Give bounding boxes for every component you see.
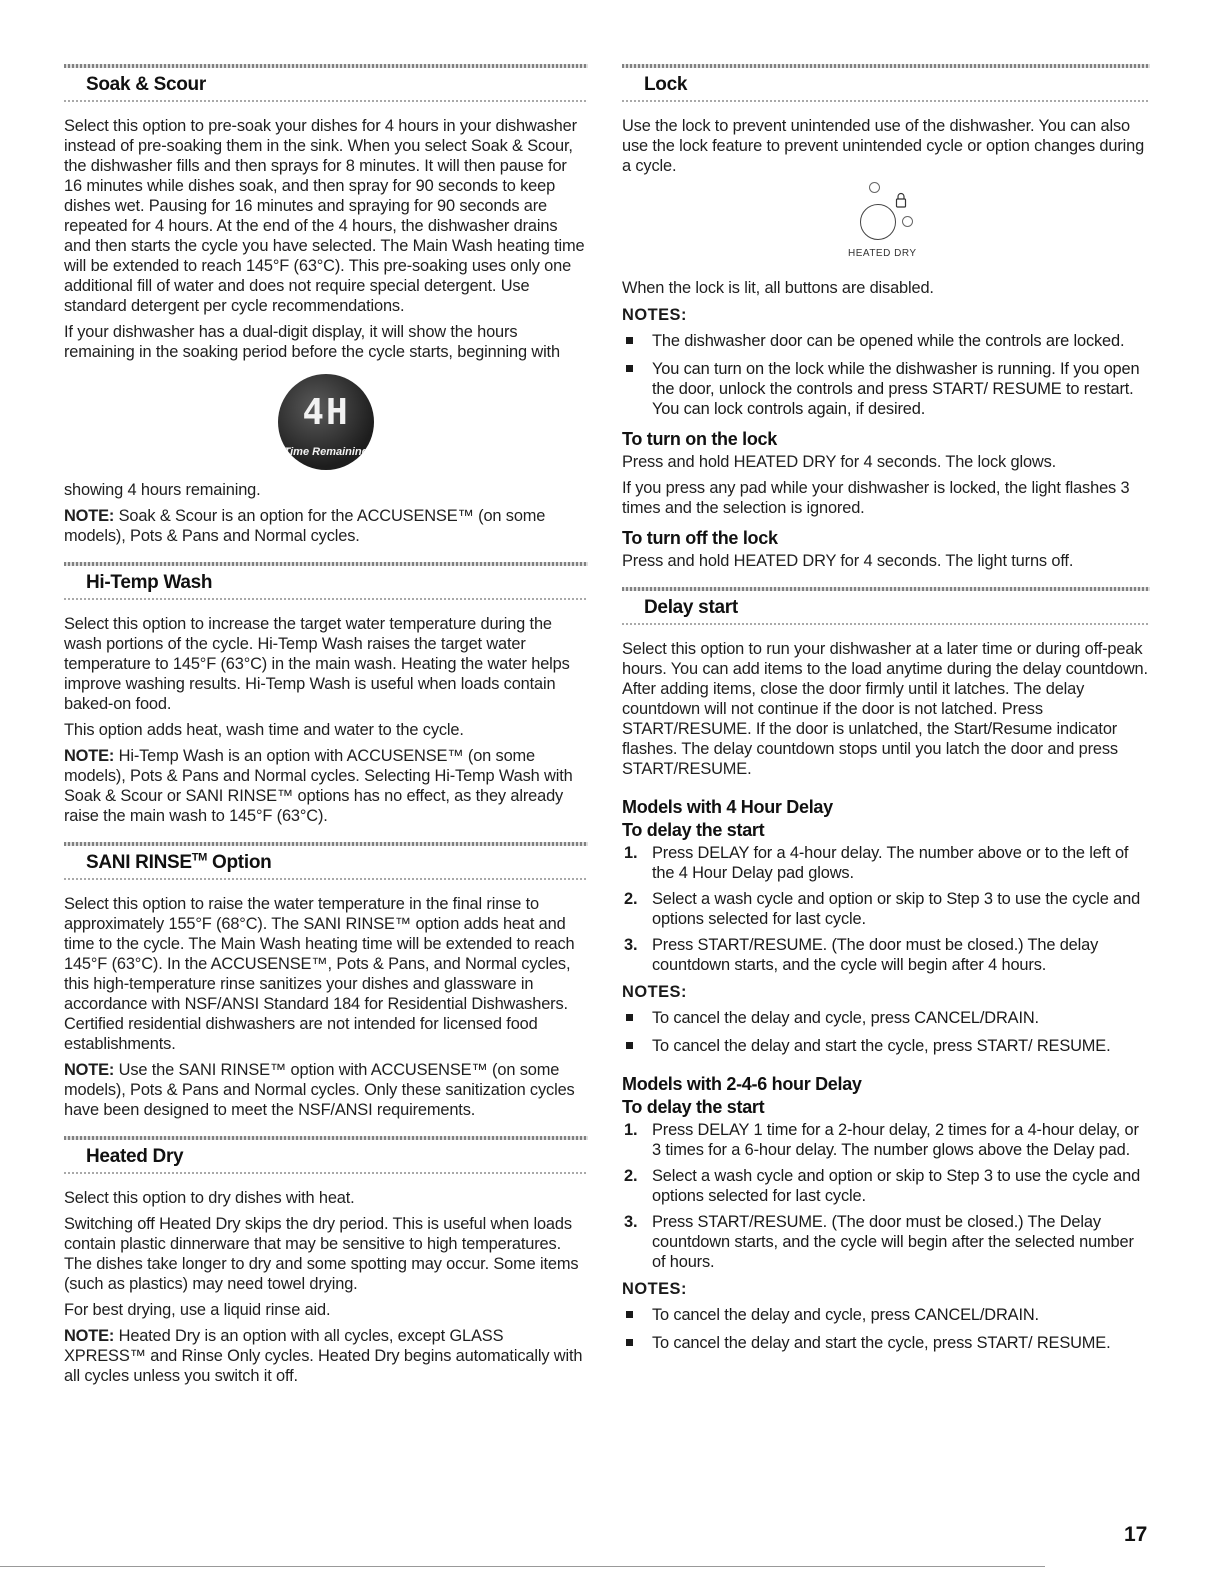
- list-item: To cancel the delay and start the cycle, press START/ RESUME.: [622, 1036, 1150, 1056]
- bullet-icon: [626, 1014, 633, 1021]
- paragraph: Select this option to dry dishes with heat.: [64, 1189, 355, 1207]
- footer-rule: [0, 1566, 1045, 1567]
- heated-dry-heading: [64, 1136, 588, 1174]
- list-item: To cancel the delay and cycle, press CANCEL/DRAIN.: [622, 1008, 1150, 1028]
- list-item: 3. Press START/RESUME. (The door must be closed.) The delay countdown starts, and the cycle will begin after 4 hours.: [624, 936, 1099, 974]
- notes-heading: NOTES:: [622, 1280, 687, 1298]
- note: NOTE: Soak & Scour is an option for the ACCUSENSE™ (on some models), Pots & Pans and Normal cycles.: [64, 507, 546, 545]
- section-title: Hi-Temp Wash: [86, 572, 213, 593]
- subheading: To delay the start: [622, 1097, 765, 1117]
- subheading: To turn off the lock: [622, 528, 778, 548]
- delay-start-heading: [622, 587, 1150, 625]
- notes-heading: NOTES:: [622, 983, 687, 1001]
- note: NOTE: Use the SANI RINSE™ option with ACCUSENSE™ (on some models), Pots & Pans and Normal cycles. Only these sanitization cycles have been designed to meet the NSF/ANSI requirements.: [64, 1061, 575, 1119]
- list-item: The dishwasher door can be opened while the controls are locked.: [622, 331, 1150, 351]
- bullet-icon: [626, 1042, 633, 1049]
- list-item: 3. Press START/RESUME. (The door must be closed.) The Delay countdown starts, and the cycle will begin after the selected number of hours.: [624, 1213, 1134, 1271]
- bullet-icon: [626, 1311, 633, 1318]
- section-title: Soak & Scour: [86, 74, 206, 95]
- heated-dry-pad-icon: [860, 204, 896, 240]
- paragraph: If your dishwasher has a dual-digit display, it will show the hours remaining in the soaking period before the cycle starts, beginning with: [64, 323, 560, 361]
- paragraph: showing 4 hours remaining.: [64, 481, 261, 499]
- lock-icon: [895, 192, 907, 208]
- m246-notes-list: [622, 1305, 1150, 1353]
- paragraph: For best drying, use a liquid rinse aid.: [64, 1301, 331, 1319]
- indicator-light-icon: [902, 216, 913, 227]
- m246-steps-list: [622, 1120, 1150, 1272]
- section-title: Lock: [644, 74, 688, 95]
- m4-notes-list: [622, 1008, 1150, 1056]
- lock-notes-list: [622, 331, 1150, 419]
- note: NOTE: Heated Dry is an option with all cycles, except GLASS XPRESS™ and Rinse Only cycles. Heated Dry begins automatically with all cycles unless you switch it off.: [64, 1327, 583, 1385]
- list-item: 1. Press DELAY 1 time for a 2-hour delay, 2 times for a 4-hour delay, or 3 times for a 6-hour delay. The number glows above the Delay pad.: [624, 1121, 1139, 1159]
- section-title: SANI RINSE™ Option: [86, 851, 272, 873]
- soak-scour-heading: [64, 64, 588, 102]
- list-item: You can turn on the lock while the dishwasher is running. If you open the door, unlock the controls and press START/ RESUME to restart. You can lock controls again, if desired.: [622, 359, 1150, 419]
- paragraph: Select this option to increase the target water temperature during the wash portions of the cycle. Hi-Temp Wash raises the target water temperature to 145°F (63°C) in the main wash. Heating the water helps improve washing results. Hi-Temp Wash is useful when loads contain baked-on food.: [64, 615, 570, 713]
- note: NOTE: Hi-Temp Wash is an option with ACCUSENSE™ (on some models), Pots & Pans and Normal cycles. Selecting Hi-Temp Wash with Soak & Scour or SANI RINSE™ options has no effect, as they already raise the main wash to 145°F (63°C).: [64, 747, 573, 825]
- subheading: Models with 4 Hour Delay: [622, 797, 833, 817]
- page-number: 17: [1124, 1523, 1148, 1546]
- paragraph: Select this option to raise the water temperature in the final rinse to approximately 155°F (68°C). The SANI RINSE™ option adds heat and time to the cycle. The Main Wash heating time will be extended to reach 145°F (63°C). In the ACCUSENSE™, Pots & Pans, and Normal cycles, this high-temperature rinse sanitizes your dishes and glassware in accordance with NSF/ANSI Standard 184 for Residential Dishwashers. Certified residential dishwashers are not intended for licensed food establishments.: [64, 895, 575, 1053]
- hi-temp-wash-heading: [64, 562, 588, 600]
- heated-dry-pad-figure: [622, 182, 1150, 268]
- display-circle-icon: [278, 374, 374, 470]
- paragraph: Press and hold HEATED DRY for 4 seconds. The light turns off.: [622, 552, 1074, 570]
- paragraph: Switching off Heated Dry skips the dry period. This is useful when loads contain plastic dinnerware that may be sensitive to high temperatures. The dishes take longer to dry and some spotting may occur. Some items (such as plastics) may need towel drying.: [64, 1215, 579, 1293]
- paragraph: This option adds heat, wash time and water to the cycle.: [64, 721, 464, 739]
- paragraph: Select this option to run your dishwasher at a later time or during off-peak hours. You can add items to the load anytime during the delay countdown. After adding items, close the door firmly until it latches. The delay countdown will not continue if the door is not latched. Press START/RESUME. If the door is unlatched, the Start/Resume indicator flashes. The delay countdown stops until you latch the door and press START/RESUME.: [622, 640, 1148, 778]
- subheading: To turn on the lock: [622, 429, 777, 449]
- list-item: 2. Select a wash cycle and option or skip to Step 3 to use the cycle and options selected for last cycle.: [624, 1167, 1141, 1205]
- m4-steps-list: [622, 843, 1150, 975]
- paragraph: If you press any pad while your dishwasher is locked, the light flashes 3 times and the selection is ignored.: [622, 479, 1130, 517]
- paragraph: Select this option to pre-soak your dishes for 4 hours in your dishwasher instead of pre-soaking them in the sink. When you select Soak & Scour, the dishwasher fills and then sprays for 8 minutes. It will then pause for 16 minutes while dishes soak, and then spray for 90 seconds to keep dishes wet. Pausing for 16 minutes and spraying for 90 seconds are repeated for 4 hours. At the end of the 4 hours, the dishwasher drains and then starts the cycle you have selected. The Main Wash heating time will be extended to reach 145°F (63°C). This pre-soaking uses only one additional fill of water and does not require special detergent. Use standard detergent per cycle recommendations.: [64, 117, 585, 315]
- list-item: To cancel the delay and start the cycle, press START/ RESUME.: [622, 1333, 1150, 1353]
- sani-rinse-heading: [64, 842, 588, 880]
- bullet-icon: [626, 365, 633, 372]
- display-digits: 4H: [302, 392, 350, 433]
- pad-label: HEATED DRY: [848, 248, 917, 259]
- left-column: [64, 64, 588, 1392]
- indicator-light-icon: [869, 182, 880, 193]
- list-item: 2. Select a wash cycle and option or skip to Step 3 to use the cycle and options selected for last cycle.: [624, 890, 1141, 928]
- list-item: To cancel the delay and cycle, press CANCEL/DRAIN.: [622, 1305, 1150, 1325]
- section-title: Heated Dry: [86, 1146, 184, 1167]
- paragraph: Use the lock to prevent unintended use of the dishwasher. You can also use the lock feature to prevent unintended cycle or option changes during a cycle.: [622, 117, 1145, 175]
- section-title: Delay start: [644, 597, 738, 618]
- time-remaining-display-figure: [64, 374, 588, 470]
- right-column: [622, 64, 1150, 1361]
- paragraph: Press and hold HEATED DRY for 4 seconds. The lock glows.: [622, 453, 1057, 471]
- bullet-icon: [626, 337, 633, 344]
- display-caption: Time Remaining: [283, 446, 369, 458]
- paragraph: When the lock is lit, all buttons are disabled.: [622, 279, 934, 297]
- bullet-icon: [626, 1339, 633, 1346]
- subheading: Models with 2-4-6 hour Delay: [622, 1074, 862, 1094]
- subheading: To delay the start: [622, 820, 765, 840]
- lock-heading: [622, 64, 1150, 102]
- notes-heading: NOTES:: [622, 306, 687, 324]
- list-item: 1. Press DELAY for a 4-hour delay. The number above or to the left of the 4 Hour Delay pad glows.: [624, 844, 1129, 882]
